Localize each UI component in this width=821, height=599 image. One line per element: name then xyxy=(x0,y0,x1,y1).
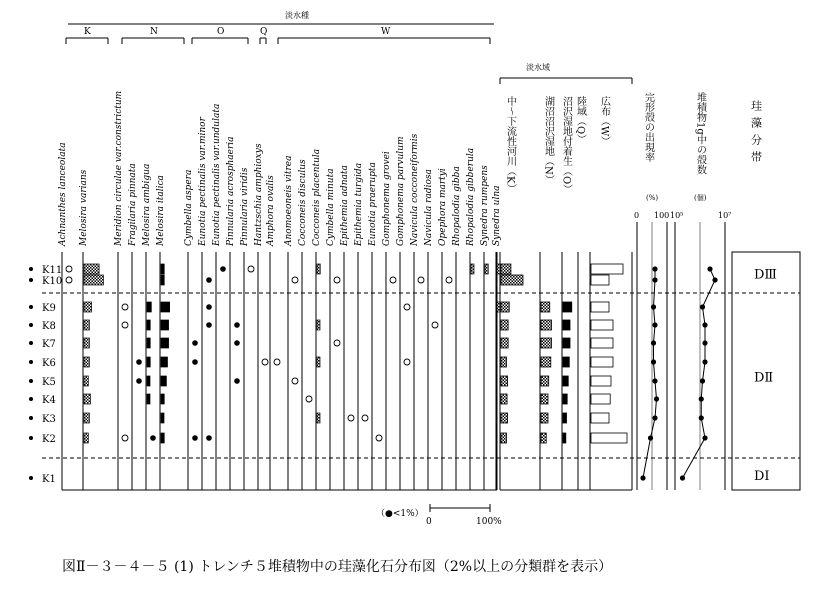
env-header: 中〜下流性河川（K） xyxy=(504,96,516,194)
env-bar xyxy=(591,413,609,423)
presence-small-marker xyxy=(234,322,240,328)
abundance-bar xyxy=(161,394,164,404)
sample-label: K6 xyxy=(42,358,56,369)
valves-per-g-point xyxy=(699,415,704,420)
sample-dot xyxy=(29,305,33,309)
complete-valves-point xyxy=(640,475,645,480)
env-bar xyxy=(591,433,627,443)
taxon-label: Opephora martyi xyxy=(438,168,448,246)
env-bar xyxy=(501,376,508,386)
legend-small-note: （●<1%） xyxy=(376,509,424,519)
complete-valves-point xyxy=(652,266,657,271)
complete-valves-point xyxy=(648,435,653,440)
env-bar xyxy=(501,394,507,404)
sample-label: K8 xyxy=(42,321,56,332)
presence-open-marker xyxy=(446,277,452,283)
presence-open-marker xyxy=(292,378,298,384)
sample-label: K7 xyxy=(42,339,56,350)
abundance-bar xyxy=(84,376,88,386)
sample-label: K10 xyxy=(42,276,63,287)
valves-per-g-point xyxy=(700,304,705,309)
taxon-label: Fragilaria pinnata xyxy=(128,163,138,246)
env-bar xyxy=(591,275,609,285)
presence-small-marker xyxy=(136,359,142,365)
abundance-bar xyxy=(161,338,169,348)
env-bar xyxy=(501,302,509,312)
abundance-bar xyxy=(485,264,488,274)
abundance-bar xyxy=(147,338,150,348)
zone-label: DⅢ xyxy=(754,267,777,283)
abundance-bar xyxy=(471,264,474,274)
sample-dot xyxy=(29,278,33,282)
abundance-bar xyxy=(147,302,151,312)
sample-label: K3 xyxy=(42,414,56,425)
complete-valves-header: 完形殻の出現率 xyxy=(642,92,654,162)
sample-dot xyxy=(29,476,33,480)
presence-open-marker xyxy=(376,435,382,441)
taxon-label: Eunotia praerupta xyxy=(368,162,378,246)
complete-tick-min: 0 xyxy=(634,211,640,220)
abundance-bar xyxy=(161,413,164,423)
group-label: O xyxy=(217,27,225,37)
taxon-label: Synedra rumpens xyxy=(480,165,490,246)
abundance-bar xyxy=(147,394,150,404)
sample-label: K9 xyxy=(42,303,56,314)
sample-dot xyxy=(29,379,33,383)
presence-small-marker xyxy=(206,304,212,310)
valves-per-g-point xyxy=(699,396,704,401)
taxon-label: Epithemia turgida xyxy=(354,162,364,246)
abundance-bar xyxy=(317,320,320,330)
complete-valves-point xyxy=(651,340,656,345)
presence-open-marker xyxy=(248,266,254,272)
env-header: 陸域（Q） xyxy=(574,96,586,145)
env-bar xyxy=(541,302,550,312)
valves-per-g-point xyxy=(702,359,707,364)
abundance-bar xyxy=(161,275,164,285)
presence-small-marker xyxy=(136,378,142,384)
taxon-label: Achnanthes lanceolata xyxy=(58,142,68,246)
abundance-bar xyxy=(317,264,320,274)
env-bar xyxy=(563,433,566,443)
env-bar xyxy=(563,320,570,330)
valves-per-g-point xyxy=(702,340,707,345)
freshwater-header: 淡水種 xyxy=(285,11,309,20)
abundance-bar xyxy=(147,357,150,367)
env-header: 広布（W） xyxy=(598,96,610,147)
abundance-bar xyxy=(161,376,166,386)
presence-small-marker xyxy=(192,340,198,346)
group-label: K xyxy=(84,27,91,37)
env-bar xyxy=(541,376,549,386)
taxon-label: Cymbella minuta xyxy=(326,168,336,246)
valves-per-g-point xyxy=(680,475,685,480)
taxon-label: Hantzschia amphioxys xyxy=(254,143,264,246)
abundance-bar xyxy=(147,320,150,330)
abundance-bar xyxy=(84,302,92,312)
presence-small-marker xyxy=(234,340,240,346)
env-bar xyxy=(563,394,567,404)
presence-open-marker xyxy=(274,359,280,365)
env-bar xyxy=(591,264,623,274)
taxon-label: Pinnularia acrosphaeria xyxy=(226,136,236,246)
taxon-label: Melosira varians xyxy=(79,169,89,246)
brackish-region-header: 淡水域 xyxy=(526,63,550,72)
abundance-bar xyxy=(84,264,99,274)
presence-open-marker xyxy=(262,359,268,365)
valves-per-g-header: 堆積物1g中の殻数 xyxy=(694,92,706,175)
abundance-bar xyxy=(161,320,169,330)
valves-tick-max: 10⁷ xyxy=(718,211,732,220)
figure-caption: 図Ⅱ－３－４－５ (1) トレンチ５堆積物中の珪藻化石分布図（2%以上の分類群を表示） xyxy=(62,559,613,575)
taxon-label: Cymbella aspera xyxy=(184,169,194,246)
abundance-bar xyxy=(497,302,500,312)
presence-open-marker xyxy=(404,304,410,310)
env-bar xyxy=(541,433,546,443)
valves-per-g-point xyxy=(702,322,707,327)
presence-open-marker xyxy=(122,322,128,328)
presence-open-marker xyxy=(292,277,298,283)
presence-open-marker xyxy=(404,359,410,365)
env-bar xyxy=(501,338,508,348)
abundance-bar xyxy=(161,264,164,274)
env-bar xyxy=(541,338,552,348)
presence-small-marker xyxy=(206,322,212,328)
taxon-label: Navicula radiosa xyxy=(424,169,434,246)
sample-dot xyxy=(29,341,33,345)
legend-scale-min: 0 xyxy=(426,517,432,527)
abundance-bar xyxy=(497,264,500,274)
valves-per-g-point xyxy=(700,378,705,383)
env-bar xyxy=(563,338,570,348)
abundance-bar xyxy=(84,433,88,443)
valves-unit: (個) xyxy=(694,194,707,202)
taxon-label: Eunotia pectinalis var.undulata xyxy=(212,103,222,246)
env-bar xyxy=(591,320,613,330)
presence-small-marker xyxy=(192,359,198,365)
taxon-label: Eunotia pectinalis var.minor xyxy=(198,117,208,246)
taxon-label: Rhopalodia gibberula xyxy=(466,147,476,246)
abundance-bar xyxy=(84,357,89,367)
presence-open-marker xyxy=(122,304,128,310)
env-bar xyxy=(501,433,507,443)
complete-valves-unit: (%) xyxy=(646,194,659,202)
env-bar xyxy=(563,357,569,367)
taxon-label: Synedra ulna xyxy=(492,185,502,246)
complete-tick-max: 100 xyxy=(654,211,670,220)
abundance-bar xyxy=(317,413,320,423)
abundance-bar xyxy=(161,302,170,312)
env-bar xyxy=(541,394,548,404)
presence-open-marker xyxy=(306,396,312,402)
presence-open-marker xyxy=(432,322,438,328)
presence-open-marker xyxy=(334,340,340,346)
abundance-bar xyxy=(147,376,150,386)
presence-open-marker xyxy=(334,277,340,283)
presence-open-marker xyxy=(362,415,368,421)
sample-dot xyxy=(29,267,33,271)
taxon-label: Amphora ovalis xyxy=(266,175,276,246)
env-bar xyxy=(541,320,552,330)
env-bar xyxy=(501,275,523,285)
group-label: N xyxy=(150,27,158,37)
sample-label: K4 xyxy=(42,395,56,406)
zone-label: DⅠ xyxy=(754,469,770,484)
complete-valves-point xyxy=(652,415,657,420)
group-label: W xyxy=(381,27,391,37)
valves-per-g-point xyxy=(707,266,712,271)
taxon-label: Anomoeoneis vitrea xyxy=(284,155,294,246)
sample-label: K1 xyxy=(42,474,56,485)
abundance-bar xyxy=(84,394,90,404)
zone-label: DⅡ xyxy=(754,370,774,386)
abundance-bar xyxy=(161,433,164,443)
sample-dot xyxy=(29,416,33,420)
abundance-bar xyxy=(84,320,89,330)
env-bar xyxy=(591,302,609,312)
taxon-label: Melosira ambigua xyxy=(142,163,152,246)
sample-label: K5 xyxy=(42,377,56,388)
presence-open-marker xyxy=(390,277,396,283)
complete-valves-point xyxy=(654,396,659,401)
sample-label: K2 xyxy=(42,434,56,445)
taxon-label: Navicula cocconeiformis xyxy=(410,133,420,246)
taxon-label: Gomphonema parvulum xyxy=(396,136,406,246)
env-bar xyxy=(501,413,508,423)
taxon-label: Melosira italica xyxy=(156,175,166,246)
taxon-label: Cocconeis disculus xyxy=(298,159,308,246)
abundance-bar xyxy=(317,357,320,367)
env-bar xyxy=(501,264,511,274)
complete-valves-point xyxy=(651,304,656,309)
valves-per-g-line xyxy=(683,269,716,478)
valves-per-g-point xyxy=(702,435,707,440)
env-bar xyxy=(541,357,551,367)
taxon-label: Epithemia adnata xyxy=(340,165,350,246)
env-bar xyxy=(501,357,507,367)
env-bar xyxy=(563,413,567,423)
env-bar xyxy=(563,376,568,386)
env-bar xyxy=(591,357,613,367)
env-header: 湖沼沼沢湿地（N） xyxy=(542,96,554,185)
valves-tick-min: 10⁵ xyxy=(670,211,684,220)
taxon-label: Gomphonema grovei xyxy=(382,151,392,246)
env-bar xyxy=(591,338,613,348)
presence-open-marker xyxy=(122,435,128,441)
abundance-bar xyxy=(161,357,167,367)
presence-open-marker xyxy=(66,266,72,272)
presence-open-marker xyxy=(66,277,72,283)
complete-valves-point xyxy=(652,277,657,282)
presence-small-marker xyxy=(220,266,226,272)
complete-valves-line xyxy=(643,269,657,478)
taxon-label: Pinnularia viridis xyxy=(240,167,250,246)
env-bar xyxy=(591,376,611,386)
legend-scale-max: 100% xyxy=(476,517,502,527)
env-header: 沼沢湿地付着生（O） xyxy=(560,96,572,195)
complete-valves-point xyxy=(652,378,657,383)
sample-dot xyxy=(29,397,33,401)
presence-open-marker xyxy=(348,415,354,421)
presence-small-marker xyxy=(192,435,198,441)
sample-dot xyxy=(29,323,33,327)
abundance-bar xyxy=(84,338,89,348)
valves-per-g-point xyxy=(712,277,717,282)
presence-small-marker xyxy=(150,435,156,441)
taxon-label: Meridion circulae var.constrictum xyxy=(114,90,124,246)
taxon-label: Rhopalodia gibba xyxy=(452,166,462,246)
presence-small-marker xyxy=(206,277,212,283)
group-label: Q xyxy=(260,27,268,37)
abundance-bar xyxy=(84,413,89,423)
abundance-bar xyxy=(84,275,103,285)
sample-label: K11 xyxy=(42,265,63,276)
env-bar xyxy=(541,413,548,423)
zone-header: 珪藻分帯 xyxy=(749,100,763,168)
env-bar xyxy=(563,302,572,312)
sample-dot xyxy=(29,360,33,364)
env-bar xyxy=(591,394,610,404)
env-bar xyxy=(501,320,508,330)
presence-small-marker xyxy=(234,378,240,384)
presence-small-marker xyxy=(206,435,212,441)
presence-open-marker xyxy=(418,277,424,283)
taxon-label: Cocconeis placentula xyxy=(312,148,322,246)
sample-dot xyxy=(29,436,33,440)
complete-valves-point xyxy=(652,322,657,327)
complete-valves-point xyxy=(651,359,656,364)
